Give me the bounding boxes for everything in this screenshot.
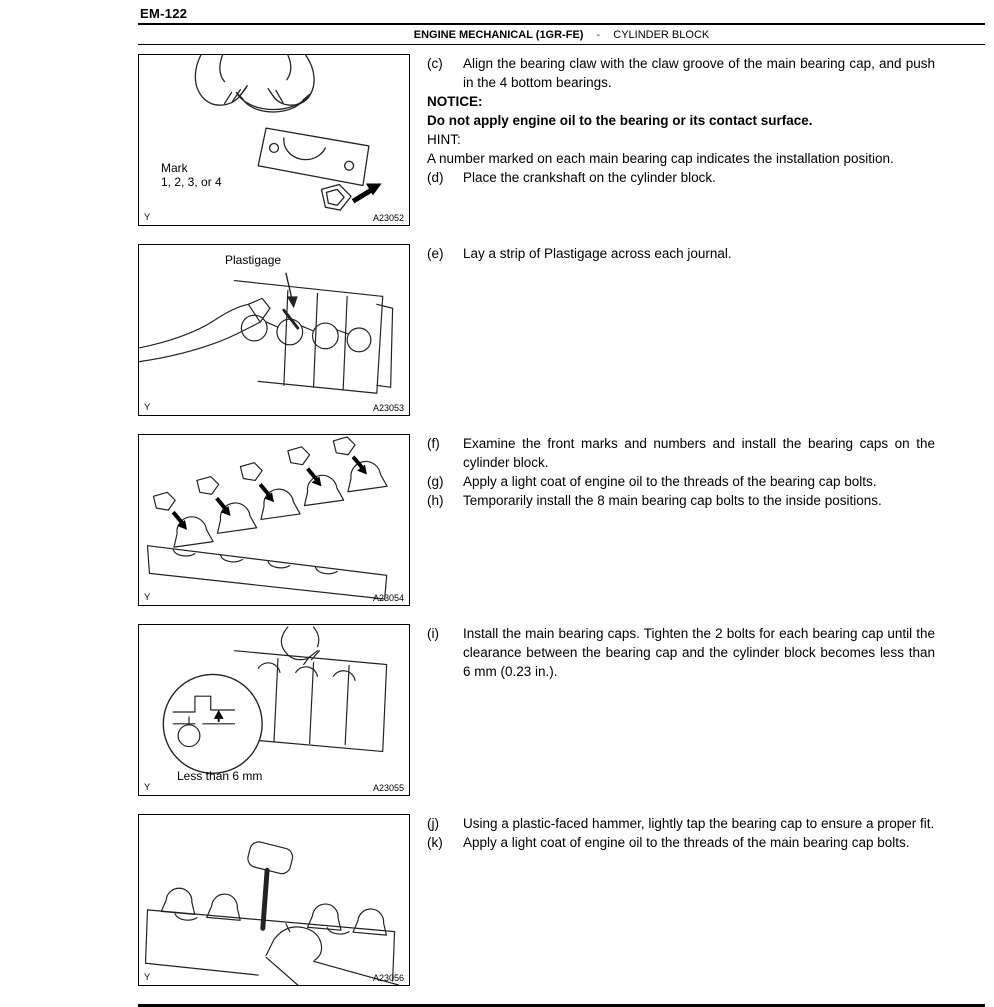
step-d	[427, 168, 935, 187]
figure-clearance	[138, 624, 410, 796]
page-number: EM-122	[140, 6, 188, 21]
step-text: Examine the front marks and numbers and install the bearing caps on the cylinder block.	[463, 436, 935, 470]
manual-page	[138, 6, 985, 1007]
figure-id: A23056	[372, 973, 404, 983]
bearing-install-illustration	[139, 55, 409, 225]
step-marker: (i)	[427, 626, 439, 641]
figure-corner-mark: Y	[144, 212, 151, 223]
figure-hammer-tap	[138, 814, 410, 986]
step-marker: (g)	[427, 474, 444, 489]
step-text-column	[427, 434, 935, 606]
hammer-tap-illustration	[139, 815, 409, 985]
figure-corner-mark: Y	[144, 972, 151, 983]
step-marker: (h)	[427, 493, 444, 508]
section-header	[138, 25, 985, 44]
step-marker: (f)	[427, 436, 440, 451]
notice-text: Do not apply engine oil to the bearing or its contact surface.	[427, 113, 813, 128]
page-header	[138, 6, 985, 45]
figure-label-mark: Mark 1, 2, 3, or 4	[161, 161, 222, 189]
figure-corner-mark: Y	[144, 782, 151, 793]
step-text-column	[427, 54, 935, 226]
step-h	[427, 491, 935, 510]
figure-bearing-install	[138, 54, 410, 226]
step-text: Using a plastic-faced hammer, lightly tap the bearing cap to ensure a proper fit.	[463, 816, 935, 831]
figure-id: A23052	[372, 213, 404, 223]
step-text: Place the crankshaft on the cylinder block.	[463, 170, 716, 185]
section-title: ENGINE MECHANICAL (1GR-FE)	[413, 29, 584, 41]
step-marker: (j)	[427, 816, 439, 831]
step-f	[427, 434, 935, 472]
figure-id: A23053	[372, 403, 404, 413]
section-subtitle: CYLINDER BLOCK	[613, 29, 710, 41]
step-text-column	[427, 814, 935, 986]
figure-cap-marks	[138, 434, 410, 606]
step-row-plastigage	[138, 244, 985, 416]
figure-id: A23054	[372, 593, 404, 603]
step-marker: (k)	[427, 835, 443, 850]
figure-corner-mark: Y	[144, 402, 151, 413]
step-marker: (e)	[427, 246, 444, 261]
step-j	[427, 814, 935, 833]
step-marker: (c)	[427, 56, 443, 71]
step-i	[427, 624, 935, 681]
step-e	[427, 244, 935, 263]
step-row-bearing-install	[138, 54, 985, 226]
step-text: Install the main bearing caps. Tighten the 2 bolts for each bearing cap until the clearance between the bearing cap and the cylinder block becomes less than 6 mm (0.23 in.).	[463, 626, 935, 679]
step-row-cap-marks	[138, 434, 985, 606]
step-text-column	[427, 244, 935, 416]
step-text: Align the bearing claw with the claw groove of the main bearing cap, and push in the 4 bottom bearings.	[463, 56, 935, 90]
step-marker: (d)	[427, 170, 444, 185]
step-k	[427, 833, 935, 852]
notice-label: NOTICE:	[427, 94, 483, 109]
plastigage-illustration	[139, 245, 409, 415]
step-row-clearance	[138, 624, 985, 796]
section-separator: -	[596, 29, 601, 41]
step-text: Apply a light coat of engine oil to the threads of the bearing cap bolts.	[463, 474, 877, 489]
figure-label-clearance: Less than 6 mm	[177, 769, 263, 783]
figure-label-plastigage: Plastigage	[225, 253, 282, 267]
cap-marks-illustration	[139, 435, 409, 605]
hint-label: HINT:	[427, 132, 461, 147]
step-c	[427, 54, 935, 92]
figure-id: A23055	[372, 783, 404, 793]
header-rule-bottom	[138, 44, 985, 45]
step-text: Lay a strip of Plastigage across each journal.	[463, 246, 732, 261]
figure-corner-mark: Y	[144, 592, 151, 603]
step-g	[427, 472, 935, 491]
step-text: Temporarily install the 8 main bearing cap bolts to the inside positions.	[463, 493, 882, 508]
step-text-column	[427, 624, 935, 796]
page-body	[138, 54, 985, 986]
figure-plastigage	[138, 244, 410, 416]
hint-text: A number marked on each main bearing cap indicates the installation position.	[427, 151, 894, 166]
step-text: Apply a light coat of engine oil to the threads of the main bearing cap bolts.	[463, 835, 910, 850]
step-row-hammer	[138, 814, 985, 986]
